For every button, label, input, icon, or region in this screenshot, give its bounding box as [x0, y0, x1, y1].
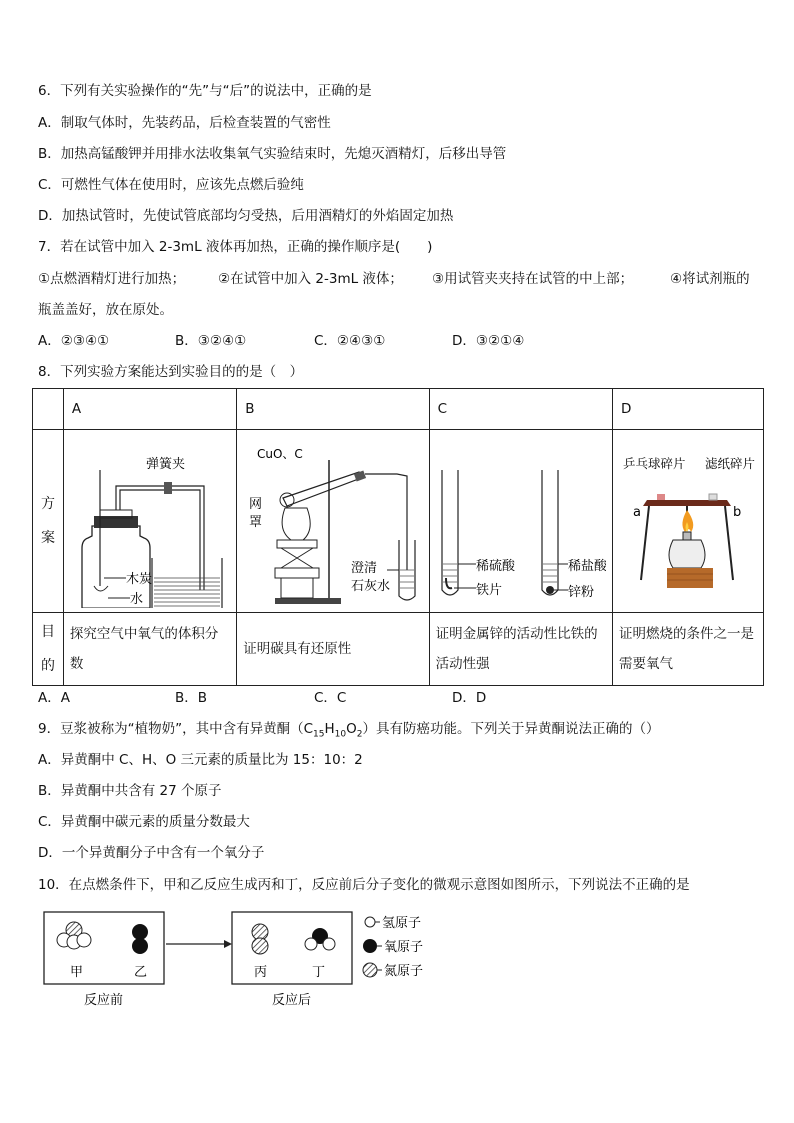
q8-option-a: A．A [38, 690, 70, 706]
svg-text:稀硫酸: 稀硫酸 [475, 559, 515, 574]
label-yi: 乙 [134, 965, 148, 980]
label-clip: 弹簧夹 [145, 457, 185, 472]
q8-option-d: D．D [452, 690, 487, 706]
q8-fig-c [429, 430, 612, 613]
q8-fig-b [237, 430, 429, 613]
svg-text:澄清: 澄清 [351, 561, 378, 576]
q8-goal-a: 探究空气中氧气的体积分数 [63, 613, 236, 686]
q7-stem: 7．若在试管中加入 2-3mL 液体再加热，正确的操作顺序是( ) [38, 239, 433, 255]
label-before: 反应前 [84, 993, 124, 1008]
svg-text:网: 网 [249, 497, 263, 512]
q8-col-d: D [613, 389, 764, 430]
label-ding: 丁 [312, 965, 326, 980]
svg-text:锌粉: 锌粉 [567, 585, 594, 600]
q9-option-c: C．异黄酮中碳元素的质量分数最大 [38, 814, 250, 830]
q9-option-a: A．异黄酮中 C、H、O 三元素的质量比为 15：10：2 [38, 752, 363, 768]
svg-text:乒乓球碎片: 乒乓球碎片 [623, 456, 686, 471]
svg-text:CuO、C: CuO、C [257, 447, 304, 461]
q10-diagram [40, 906, 460, 1016]
q8-stem: 8．下列实验方案能达到实验目的的是（ ） [38, 364, 304, 380]
label-jia: 甲 [70, 965, 84, 980]
legend-h: 氢原子 [382, 916, 422, 931]
q7-option-a: A．②③④① [38, 333, 110, 349]
q7-option-c: C．②④③① [314, 333, 386, 349]
svg-text:b: b [733, 505, 742, 520]
q8-col-a: A [63, 389, 236, 430]
legend-n: 氮原子 [384, 964, 424, 979]
q7-step-4: ④将试剂瓶的 [670, 271, 750, 287]
svg-text:滤纸碎片: 滤纸碎片 [705, 456, 756, 471]
q10-stem: 10．在点燃条件下，甲和乙反应生成丙和丁，反应前后分子变化的微观示意图如图所示，下列说法不正确的是 [38, 877, 690, 893]
q8-col-b: B [237, 389, 429, 430]
q7-step-1: ①点燃酒精灯进行加热； [38, 271, 186, 287]
q7-step-3: ③用试管夹夹持在试管的中上部； [432, 271, 634, 287]
q8-fig-d [613, 430, 764, 613]
label-after: 反应后 [272, 993, 312, 1008]
q6-option-d: D．加热试管时，先使试管底部均匀受热，后用酒精灯的外焰固定加热 [38, 208, 454, 224]
q9-option-b: B．异黄酮中共含有 27 个原子 [38, 783, 222, 799]
q9-option-d: D．一个异黄酮分子中含有一个氧分子 [38, 845, 265, 861]
q8-table [32, 388, 764, 686]
svg-text:铁片: 铁片 [475, 583, 502, 598]
svg-text:稀盐酸: 稀盐酸 [567, 559, 606, 574]
q9-stem: 9．豆浆被称为“植物奶”，其中含有异黄酮$(C_{15}H_{10}O_2)$具有防癌功能。下列关于异黄酮说法正确的（） [38, 721, 660, 740]
svg-text:水: 水 [129, 592, 143, 607]
q8-col-c: C [429, 389, 612, 430]
q7-option-b: B．③②④① [175, 333, 247, 349]
q8-option-b: B．B [175, 690, 208, 706]
q8-option-c: C．C [314, 690, 347, 706]
q7-step-2: ②在试管中加入 2-3mL 液体； [218, 271, 403, 287]
q6-option-b: B．加热高锰酸钾并用排水法收集氧气实验结束时，先熄灭酒精灯，后移出导管 [38, 146, 507, 162]
legend-o: 氧原子 [384, 940, 424, 955]
q7-step-4-cont: 瓶盖盖好，放在原处。 [38, 302, 173, 318]
q6-stem: 6．下列有关实验操作的“先”与“后”的说法中，正确的是 [38, 83, 372, 99]
q8-goal-b: 证明碳具有还原性 [237, 613, 429, 686]
label-bing: 丙 [254, 965, 268, 980]
q6-option-a: A．制取气体时，先装药品，后检查装置的气密性 [38, 115, 331, 131]
svg-text:a: a [633, 505, 641, 520]
q6-option-c: C．可燃性气体在使用时，应该先点燃后验纯 [38, 177, 304, 193]
q8-goal-c: 证明金属锌的活动性比铁的活动性强 [429, 613, 612, 686]
q8-row-plan: 方 案 [33, 430, 64, 613]
svg-text:罩: 罩 [249, 515, 263, 530]
svg-text:木炭: 木炭 [125, 572, 152, 587]
q8-goal-d: 证明燃烧的条件之一是需要氧气 [613, 613, 764, 686]
svg-text:石灰水: 石灰水 [351, 579, 391, 594]
q8-row-goal: 目 的 [33, 613, 64, 686]
q8-fig-a [63, 430, 236, 613]
q7-option-d: D．③②①④ [452, 333, 525, 349]
